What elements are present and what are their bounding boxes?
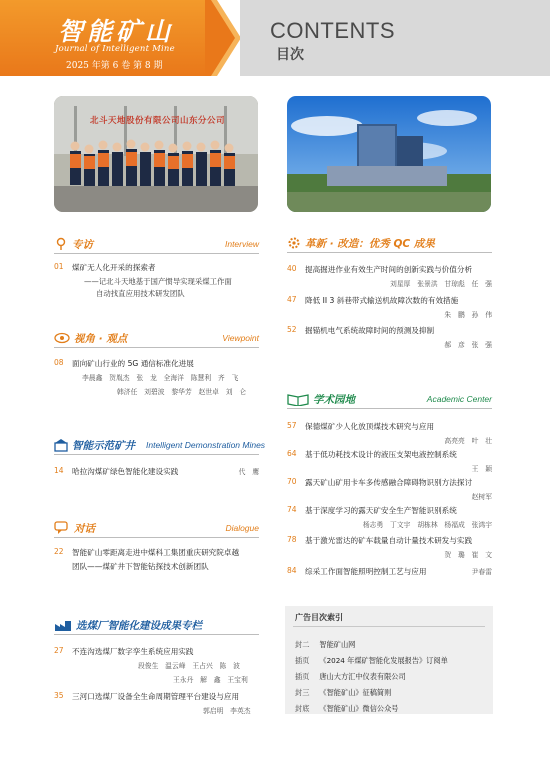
ad-index-title: 广告目次索引 — [295, 613, 343, 622]
entry-title: 保德煤矿少人化放顶煤技术研究与应用 — [305, 422, 435, 431]
section-title-en: Interview — [224, 239, 259, 249]
entry-authors: 郭启明 李英杰 — [203, 707, 251, 715]
entry-title: 露天矿山矿用卡车多传感融合障碍物识别方法探讨 — [305, 478, 473, 487]
divider — [293, 626, 485, 627]
divider — [287, 408, 492, 409]
divider — [54, 537, 259, 538]
entry-authors: 赵树军 — [471, 493, 492, 501]
page-number: 22 — [54, 547, 64, 556]
page-number: 84 — [287, 566, 297, 575]
page-number: 64 — [287, 449, 297, 458]
entry-authors: 高亮亮 叶 壮 — [444, 437, 492, 445]
ad-position: 封二 — [295, 640, 310, 649]
entry-title: 基于激光雷达的矿车载量自动计量技术研发与实践 — [305, 536, 473, 545]
ad-name: 《智能矿山》征稿简则 — [319, 688, 392, 697]
entry-subtitle: 自动找直应用技术研发团队 — [96, 289, 185, 298]
section-title-cn: 选煤厂智能化建设成果专栏 — [76, 620, 202, 632]
section-title-cn: 对话 — [74, 523, 95, 535]
page-number: 47 — [287, 295, 297, 304]
contents-title-en: CONTENTS — [270, 18, 395, 43]
entry-title-cont: 团队——煤矿井下智能钻探技术创新团队 — [72, 562, 209, 571]
entry-authors: 郝 彦 张 强 — [444, 341, 492, 349]
ad-index-box — [285, 606, 493, 714]
entry-title: 基于深度学习的露天矿安全生产智能识别系统 — [305, 506, 457, 515]
ad-row[interactable] — [295, 696, 398, 715]
ad-position: 插页 — [295, 672, 310, 681]
entry-authors: 贺 璐 崔 文 — [444, 551, 492, 559]
page-number: 01 — [54, 262, 64, 271]
section-title-cn: 专访 — [72, 239, 93, 251]
divider — [54, 454, 259, 455]
ad-position: 封三 — [295, 688, 310, 697]
page-number: 40 — [287, 264, 297, 273]
entry-authors: 刘星厚 张景洪 甘琼彪 任 强 — [390, 280, 492, 288]
chevron-arrow-decoration — [205, 0, 245, 76]
factory-icon — [54, 618, 72, 632]
page-number: 14 — [54, 466, 64, 475]
team-photo — [54, 96, 258, 212]
section-title-cn: 学术园地 — [313, 394, 355, 406]
journal-title-en: Journal of Intelligent Mine — [55, 44, 175, 54]
entry-authors: 杨志勇 丁文宇 胡栋林 杨福成 张鸿宇 — [362, 521, 492, 529]
entry-title: 掘锚机电气系统故障时间的预测及抑制 — [305, 326, 435, 335]
section-title-en: Intelligent Demonstration Mines — [146, 440, 266, 450]
divider — [54, 253, 259, 254]
entry-title: 哈拉沟煤矿绿色智能化建设实践 — [72, 467, 179, 476]
contents-title-cn: 目次 — [276, 47, 304, 63]
entry-authors: 段俊生 温云峰 王占兴 陈 波 — [138, 662, 240, 670]
building-photo — [287, 96, 491, 212]
entry-authors: 韩济任 刘碧波 黎华芳 赵世卓 刘 仑 — [117, 388, 247, 396]
divider — [54, 347, 259, 348]
entry-subtitle: ——记北斗天地基于国产惯导实现采煤工作面 — [84, 277, 232, 286]
entry-title: 煤矿无人化开采的探索者 — [72, 263, 156, 272]
entry-title: 基于低功耗技术设计的液压支架电液控制系统 — [305, 450, 457, 459]
entry-authors: 王 颖 — [471, 465, 492, 473]
entry-authors: 朱 鹏 孙 伟 — [444, 311, 492, 319]
section-title-cn: 革新 · 改造：优秀 QC 成果 — [305, 238, 435, 250]
page-number: 27 — [54, 646, 64, 655]
entry-title: 智能矿山零距离走进中煤科工集团重庆研究院卓越 — [72, 548, 240, 557]
divider — [287, 252, 492, 253]
ad-position: 封底 — [295, 704, 310, 713]
entry-title: 综采工作面智能照明控制工艺与应用 — [305, 567, 427, 576]
journal-title-cn: 智能矿山 — [58, 17, 175, 46]
section-title-cn: 视角 · 观点 — [74, 333, 128, 345]
entry-title: 三河口选煤厂设备全生命周期管理平台建设与应用 — [72, 692, 240, 701]
page-number: 08 — [54, 358, 64, 367]
page-number: 74 — [287, 505, 297, 514]
entry-authors: 代 鹰 — [238, 468, 259, 476]
section-title-en: Dialogue — [225, 523, 259, 533]
section-title-en: Viewpoint — [222, 333, 259, 343]
page-number: 78 — [287, 535, 297, 544]
chat-bubble-icon — [54, 521, 70, 535]
section-title-en: Academic Center — [426, 394, 492, 404]
ad-name: 智能矿山网 — [319, 640, 356, 649]
page-number: 35 — [54, 691, 64, 700]
entry-title: 降低 II 3 斜巷带式输送机故障次数的有效措施 — [305, 296, 459, 305]
entry-title: 不连沟选煤厂数字孪生系统应用实践 — [72, 647, 194, 656]
ad-name: 唐山大方汇中仪表有限公司 — [319, 672, 406, 681]
divider — [54, 634, 259, 635]
page-number: 57 — [287, 421, 297, 430]
issue-number: 2025 年第 6 卷 第 8 期 — [66, 61, 163, 71]
entry-authors: 李晨鑫 贺胤杰 张 龙 全海洋 陈慧利 齐 飞 — [82, 374, 239, 382]
entry-title: 提高掘进作业有效生产时间的创新实践与价值分析 — [305, 265, 473, 274]
ad-name: 《智能矿山》微信公众号 — [319, 704, 399, 713]
ad-name: 《2024 年煤矿智能化发展报告》订阅单 — [319, 656, 448, 665]
page-number: 70 — [287, 477, 297, 486]
eye-icon — [54, 331, 70, 345]
building-sign: 北斗天地股份有限公司山东分公司 — [90, 116, 226, 126]
microphone-icon — [54, 237, 68, 251]
entry-title: 面向矿山行业的 5G 通信标准化进展 — [72, 359, 194, 368]
entry-authors: 王永丹 解 鑫 王宝利 — [173, 676, 248, 684]
mine-icon — [54, 438, 68, 452]
open-book-icon — [287, 392, 309, 406]
entry-authors: 尹春雷 — [471, 568, 492, 576]
page-number: 52 — [287, 325, 297, 334]
ad-position: 插页 — [295, 656, 310, 665]
section-title-cn: 智能示范矿井 — [72, 440, 135, 452]
gear-icon — [287, 236, 301, 250]
